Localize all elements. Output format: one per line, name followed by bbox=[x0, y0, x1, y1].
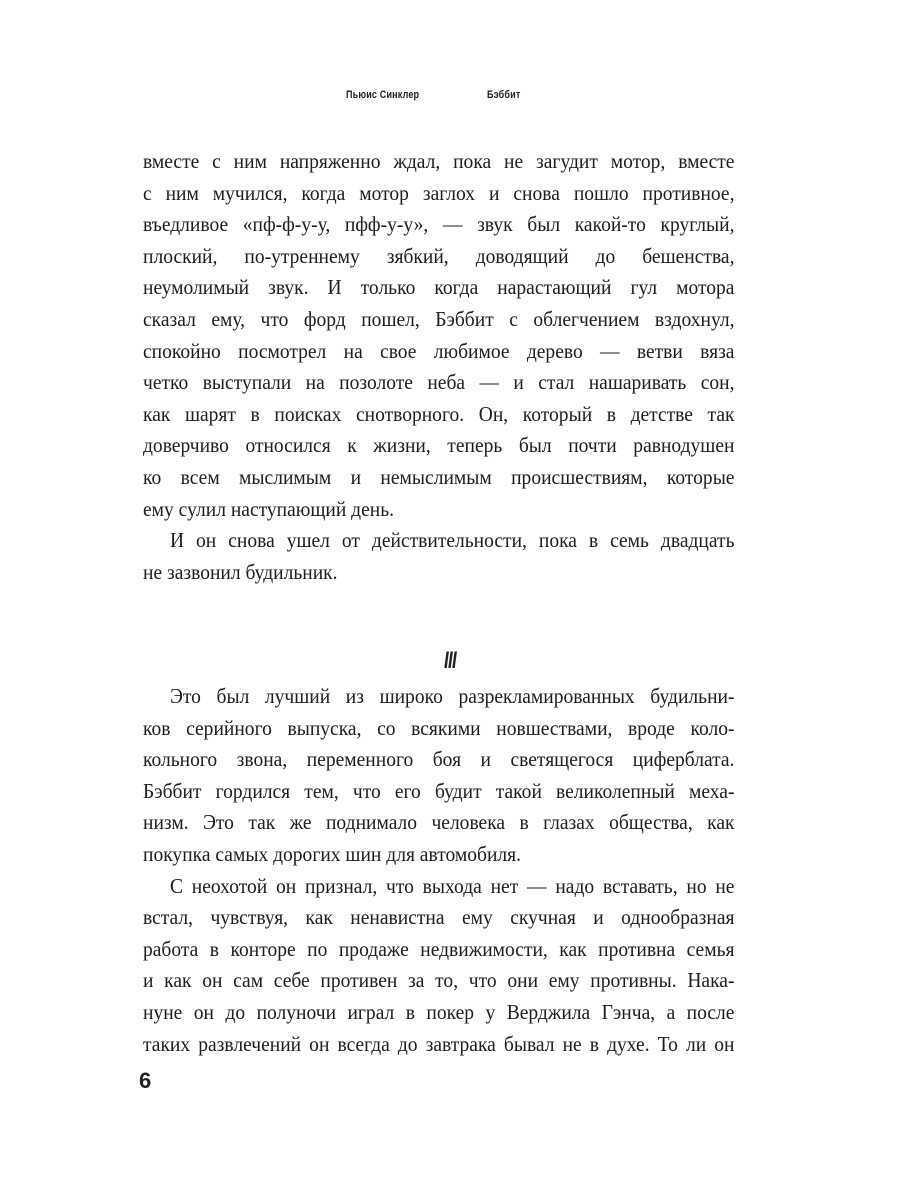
text-line: покупка самых дорогих шин для автомобиля. bbox=[143, 841, 522, 866]
text-line: Бэббит гордился тем, что его будит такой великолепный меха- bbox=[143, 778, 735, 803]
text-line: и как он сам себе противен за то, что они ему противны. Нака- bbox=[143, 968, 735, 993]
text-line: вместе с ним напряженно ждал, пока не загудит мотор, вместе bbox=[143, 149, 735, 173]
text-line: спокойно посмотрел на свое любимое дерево — ветви вяза bbox=[143, 338, 735, 363]
text-line: работа в конторе по продаже недвижимости, как противна семья bbox=[143, 936, 735, 961]
text-line: ему сулил наступающий день. bbox=[143, 496, 395, 521]
text-line: как шарят в поисках снотворного. Он, который в детстве так bbox=[143, 401, 735, 426]
text-line: доверчиво относился к жизни, теперь был почти равнодушен bbox=[143, 433, 735, 458]
running-head bbox=[0, 89, 900, 109]
text-line: низм. Это так же поднимало человека в глазах общества, как bbox=[143, 810, 735, 835]
text-line: сказал ему, что форд пошел, Бэббит с облегчением вздохнул, bbox=[143, 306, 735, 331]
running-head-author: Пьюис Синклер bbox=[346, 89, 420, 101]
text-line: четко выступали на позолоте неба — и стал нашаривать сон, bbox=[143, 370, 735, 395]
text-line: И он снова ушел от действительности, пока в семь двадцать bbox=[169, 528, 735, 553]
chapter-number: III bbox=[444, 647, 456, 674]
text-section-1 bbox=[143, 146, 735, 588]
text-line: неумолимый звук. И только когда нарастающий гул мотора bbox=[143, 275, 735, 300]
text-line: не зазвонил будильник. bbox=[143, 559, 338, 584]
text-line: плоский, по-утреннему зябкий, доводящий до бешенства, bbox=[143, 243, 735, 268]
text-line: Это был лучший из широко разрекламированных будильни- bbox=[169, 684, 735, 708]
text-line: въедливое «пф-ф-у-у, пфф-у-у», — звук был какой-то круглый, bbox=[143, 212, 735, 237]
text-line: таких развлечений он всегда до завтрака бывал не в духе. То ли он bbox=[143, 1031, 735, 1056]
text-line: С неохотой он признал, что выхода нет — надо вставать, но не bbox=[169, 873, 735, 898]
text-line: ков серийного выпуска, со всякими новшествами, вроде коло- bbox=[143, 715, 735, 740]
text-line: встал, чувствуя, как ненавистна ему скучная и однообразная bbox=[143, 905, 735, 930]
text-line: кольного звона, переменного боя и светящегося циферблата. bbox=[143, 747, 735, 772]
running-head-title: Бэббит bbox=[487, 89, 521, 101]
text-section-2 bbox=[143, 681, 735, 1060]
text-line: ко всем мыслимым и немыслимым происшествиям, которые bbox=[143, 464, 735, 489]
text-line: нуне он до полуночи играл в покер у Верджила Гэнча, а после bbox=[143, 999, 735, 1024]
page-number: 6 bbox=[139, 1068, 152, 1093]
text-line: с ним мучился, когда мотор заглох и снова пошло противное, bbox=[143, 180, 735, 205]
